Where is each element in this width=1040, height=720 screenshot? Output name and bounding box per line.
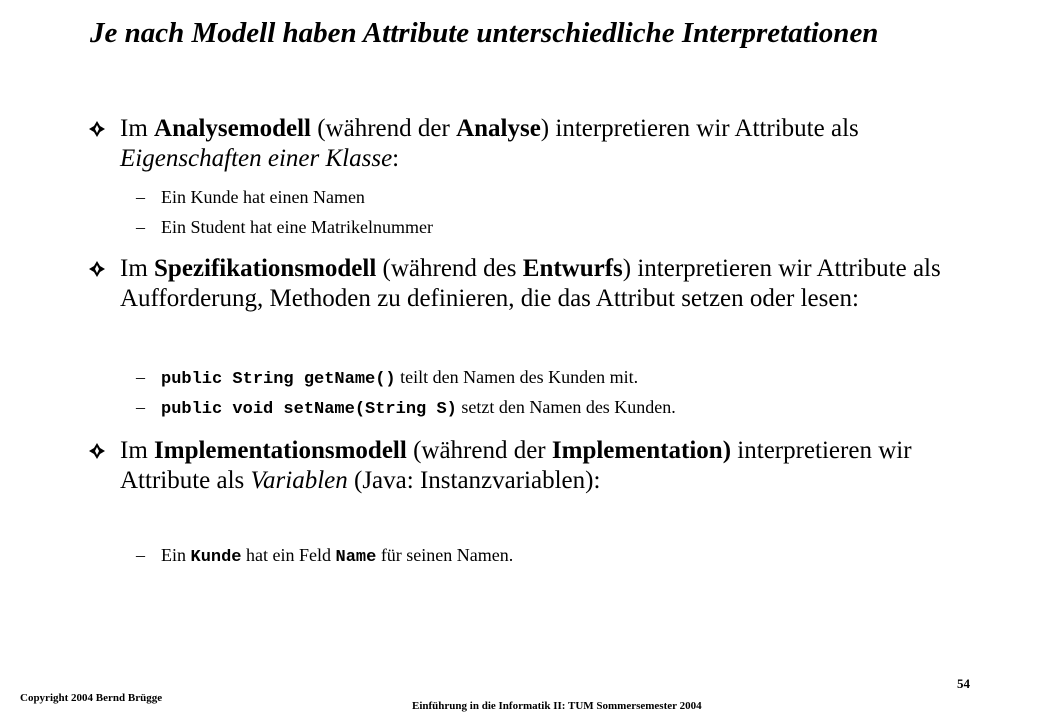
sub-item: – Ein Student hat eine Matrikelnummer xyxy=(136,217,433,237)
slide-title: Je nach Modell haben Attribute unterschiedliche Interpretationen xyxy=(90,17,879,49)
bullet-text: Im Analysemodell (während der Analyse) interpretieren wir Attribute als Eigenschaften einer Klasse: xyxy=(120,115,859,172)
sub-item: – Ein Kunde hat ein Feld Name für seinen Namen. xyxy=(136,545,514,567)
bullet-text: Im Implementationsmodell (während der Implementation) interpretieren wir Attribute als Variablen (Java: Instanzvariablen): xyxy=(120,437,912,494)
page-number: 54 xyxy=(957,676,970,691)
footer-course: Einführung in die Informatik II: TUM Sommersemester 2004 xyxy=(412,700,702,712)
diamond-bullet-icon xyxy=(88,260,106,278)
bullet-analysemodell xyxy=(88,114,958,174)
sub-item: – public void setName(String S) setzt den Namen des Kunden. xyxy=(136,397,676,419)
sub-item: – Ein Kunde hat einen Namen xyxy=(136,187,365,207)
bullet-text: Im Spezifikationsmodell (während des Entwurfs) interpretieren wir Attribute als Aufforderung, Methoden zu definieren, die das Attribut setzen oder lesen: xyxy=(120,255,941,312)
footer-copyright: Copyright 2004 Bernd Brügge xyxy=(20,692,163,704)
diamond-bullet-icon xyxy=(88,120,106,138)
sub-item: – public String getName() teilt den Namen des Kunden mit. xyxy=(136,367,639,389)
bullet-spezifikationsmodell xyxy=(88,254,958,314)
diamond-bullet-icon xyxy=(88,442,106,460)
bullet-implementationsmodell xyxy=(88,436,958,496)
